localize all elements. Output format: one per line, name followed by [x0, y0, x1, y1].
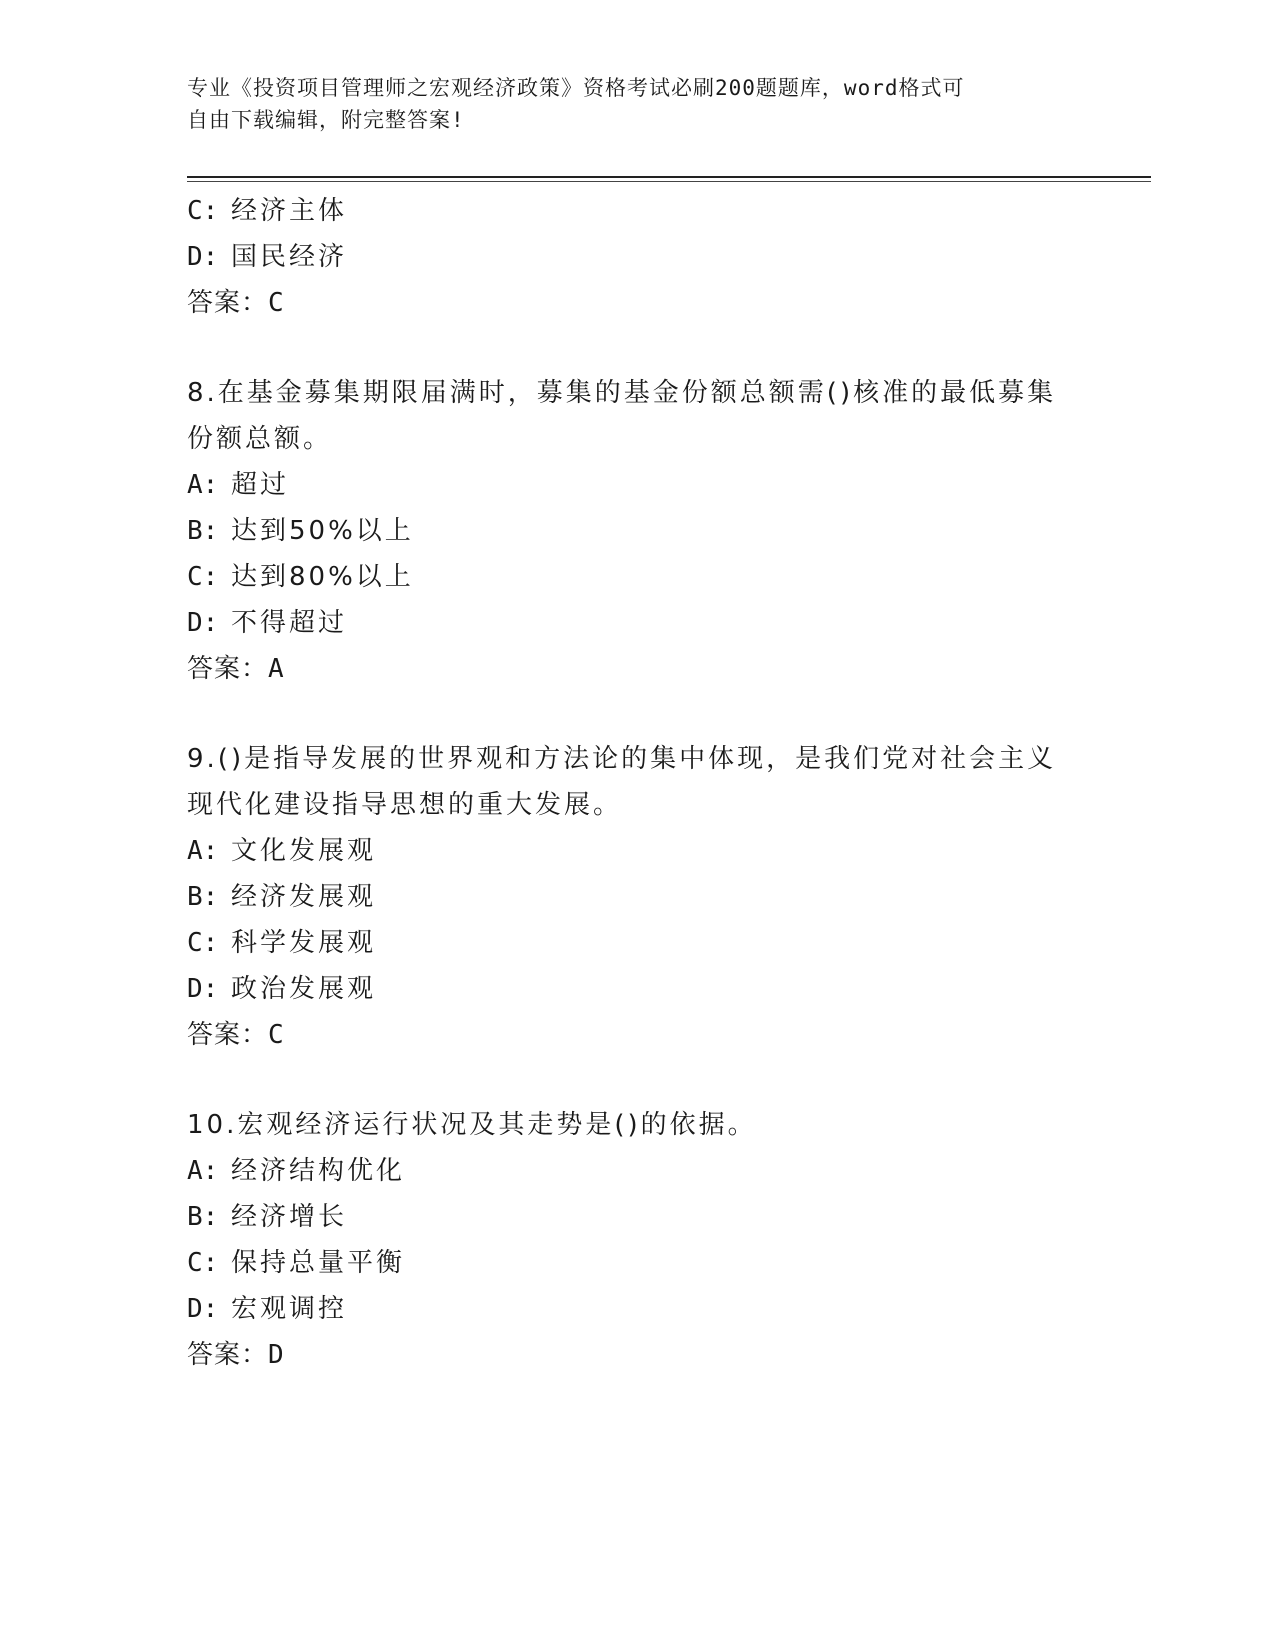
- header-line-2: 自由下载编辑，附完整答案!: [187, 108, 465, 132]
- option-a: [187, 462, 1087, 508]
- option-key: A:: [187, 836, 219, 866]
- option-b: [187, 1194, 1087, 1240]
- option-text: 经济结构优化: [231, 1156, 406, 1186]
- option-text: 宏观调控: [231, 1294, 348, 1324]
- option-text: 文化发展观: [231, 836, 377, 866]
- option-text: 达到50%以上: [231, 516, 414, 546]
- option-text: 超过: [231, 470, 290, 500]
- answer-line: 答案：C: [187, 288, 285, 318]
- question-7-tail: [187, 188, 1087, 326]
- option-b: [187, 508, 1087, 554]
- option-d: [187, 234, 1087, 280]
- option-text: 国民经济: [231, 242, 348, 272]
- header-line-1: 专业《投资项目管理师之宏观经济政策》资格考试必刷200题题库，word格式可: [187, 76, 965, 100]
- answer-line: 答案：A: [187, 654, 285, 684]
- option-key: B:: [187, 516, 219, 546]
- option-text: 经济增长: [231, 1202, 348, 1232]
- question-stem-line-2: 现代化建设指导思想的重大发展。: [187, 790, 623, 820]
- option-text: 经济发展观: [231, 882, 377, 912]
- question-8: [187, 370, 1087, 692]
- option-d: [187, 600, 1087, 646]
- answer-line: 答案：D: [187, 1340, 285, 1370]
- header-divider-thin: [187, 181, 1151, 182]
- option-key: B:: [187, 1202, 219, 1232]
- option-key: B:: [187, 882, 219, 912]
- answer-line: 答案：C: [187, 1020, 285, 1050]
- option-text: 经济主体: [231, 196, 348, 226]
- option-key: C:: [187, 1248, 219, 1278]
- header-divider-thick: [187, 176, 1151, 178]
- option-b: [187, 874, 1087, 920]
- option-c: [187, 920, 1087, 966]
- question-9: [187, 736, 1087, 1058]
- option-text: 科学发展观: [231, 928, 377, 958]
- option-a: [187, 828, 1087, 874]
- option-c: [187, 188, 1087, 234]
- spacer: [187, 326, 1087, 370]
- option-key: D:: [187, 974, 219, 1004]
- question-stem-line-1: 8.在基金募集期限届满时，募集的基金份额总额需()核准的最低募集: [187, 378, 1057, 408]
- spacer: [187, 1058, 1087, 1102]
- question-content: [187, 188, 1087, 1378]
- question-stem-line-2: 份额总额。: [187, 424, 333, 454]
- option-key: A:: [187, 470, 219, 500]
- option-key: D:: [187, 242, 219, 272]
- option-d: [187, 1286, 1087, 1332]
- option-key: D:: [187, 608, 219, 638]
- option-text: 达到80%以上: [231, 562, 414, 592]
- page-header: [187, 72, 1067, 136]
- spacer: [187, 692, 1087, 736]
- question-10: [187, 1102, 1087, 1378]
- option-d: [187, 966, 1087, 1012]
- option-key: A:: [187, 1156, 219, 1186]
- question-stem-line-1: 9.()是指导发展的世界观和方法论的集中体现，是我们党对社会主义: [187, 744, 1057, 774]
- question-stem-line-1: 10.宏观经济运行状况及其走势是()的依据。: [187, 1110, 757, 1140]
- option-text: 保持总量平衡: [231, 1248, 406, 1278]
- option-text: 不得超过: [231, 608, 348, 638]
- option-c: [187, 1240, 1087, 1286]
- option-text: 政治发展观: [231, 974, 377, 1004]
- option-a: [187, 1148, 1087, 1194]
- option-c: [187, 554, 1087, 600]
- option-key: C:: [187, 928, 219, 958]
- option-key: C:: [187, 562, 219, 592]
- option-key: D:: [187, 1294, 219, 1324]
- option-key: C:: [187, 196, 219, 226]
